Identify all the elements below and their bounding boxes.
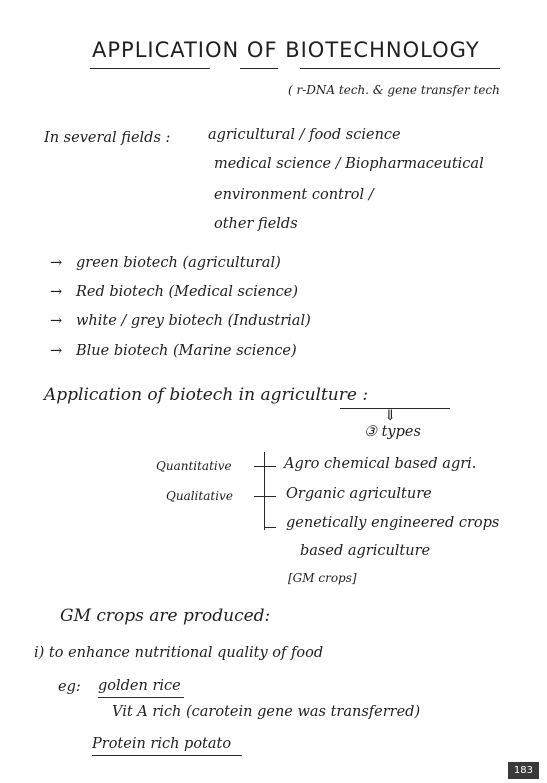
biotech-type: → xyxy=(50,284,63,300)
field-item: agricultural / food science xyxy=(208,127,401,143)
bracket-tick xyxy=(254,496,276,497)
quantitative-label: Quantitative xyxy=(156,459,232,473)
title-underline-2 xyxy=(240,68,278,69)
bracket-tick xyxy=(264,527,276,528)
agri-heading: Application of biotech in agriculture : xyxy=(44,385,369,405)
biotech-type: → xyxy=(50,255,63,271)
field-item: other fields xyxy=(214,216,298,232)
agri-type: Agro chemical based agri. xyxy=(284,456,477,472)
bracket-tick xyxy=(254,466,276,467)
example-1-underline xyxy=(98,697,184,698)
point-1: i) to enhance nutritional quality of food xyxy=(34,645,324,661)
page-title: APPLICATION OF BIOTECHNOLOGY xyxy=(92,38,480,62)
example-1-detail: Vit A rich (carotein gene was transferred) xyxy=(112,704,421,720)
fields-intro: In several fields : xyxy=(44,130,171,146)
agri-type: Organic agriculture xyxy=(286,486,432,502)
gm-heading: GM crops are produced: xyxy=(60,606,271,626)
eg-label: eg: xyxy=(58,679,81,695)
qualitative-label: Qualitative xyxy=(166,489,233,503)
subtitle: ( r-DNA tech. & gene transfer tech xyxy=(288,83,500,97)
biotech-type: → xyxy=(50,343,63,359)
field-item: medical science / Biopharmaceutical xyxy=(214,156,484,172)
agri-type: based agriculture xyxy=(300,543,431,559)
example-2: Protein rich potato xyxy=(92,736,232,752)
biotech-type: → xyxy=(50,313,63,329)
agri-types-count: ③ types xyxy=(364,424,421,440)
biotech-type-text: green biotech (agricultural) xyxy=(76,255,281,271)
biotech-type-text: Blue biotech (Marine science) xyxy=(76,343,297,359)
agri-arrow: ⇓ xyxy=(384,408,397,424)
title-underline-1 xyxy=(90,68,210,69)
agri-type: genetically engineered crops xyxy=(286,515,500,531)
example-1: golden rice xyxy=(98,678,181,694)
biotech-type-text: Red biotech (Medical science) xyxy=(76,284,299,300)
page-number: 183 xyxy=(508,762,539,779)
field-item: environment control / xyxy=(214,187,374,203)
biotech-type-text: white / grey biotech (Industrial) xyxy=(76,313,311,329)
agri-type: [GM crops] xyxy=(288,571,357,585)
bracket-line xyxy=(264,452,265,530)
title-underline-3 xyxy=(300,68,500,69)
example-2-underline xyxy=(92,755,242,756)
